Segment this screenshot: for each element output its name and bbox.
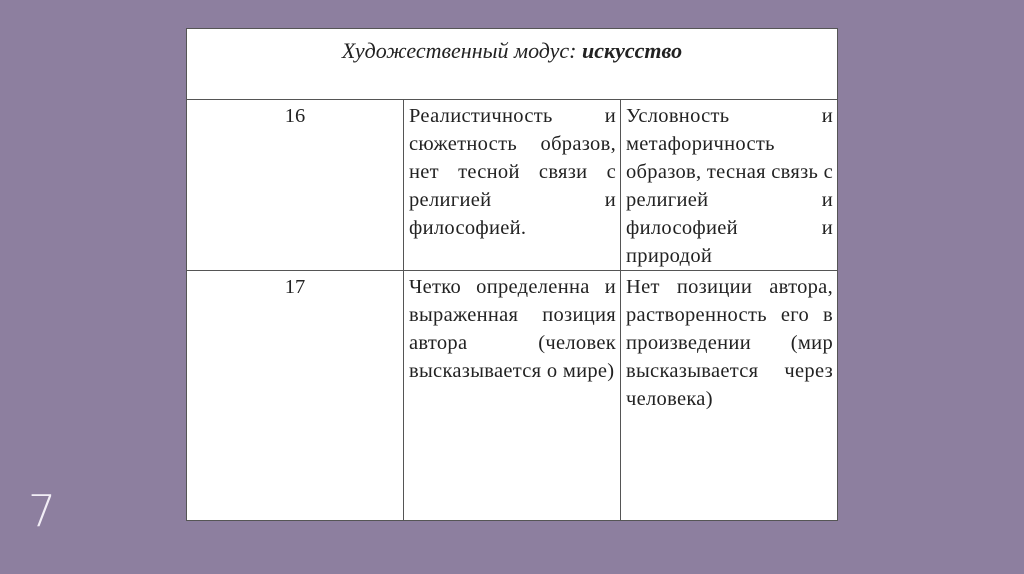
row-number: 16 [187, 100, 404, 271]
left-cell: Четко определенна и выраженная позиция автора (человек высказывается о мире) [404, 271, 621, 521]
left-cell: Реалистичность и сюжетность образов, нет тесной связи с религией и философией. [404, 100, 621, 271]
table-header-row [187, 29, 838, 100]
header-title: Художественный модус: [341, 38, 582, 63]
right-cell: Условность и метафоричность образов, тесная связь с религией и философией и природой [621, 100, 838, 271]
header-title-emphasis: искусство [581, 38, 683, 63]
slide-number: 7 [28, 486, 56, 537]
table-row [187, 271, 838, 521]
row-number: 17 [187, 271, 404, 521]
right-cell: Нет позиции автора, растворенность его в произведении (мир высказывается через человека) [621, 271, 838, 521]
table-row [187, 100, 838, 271]
comparison-table [186, 28, 838, 521]
table-header-cell [187, 29, 838, 100]
